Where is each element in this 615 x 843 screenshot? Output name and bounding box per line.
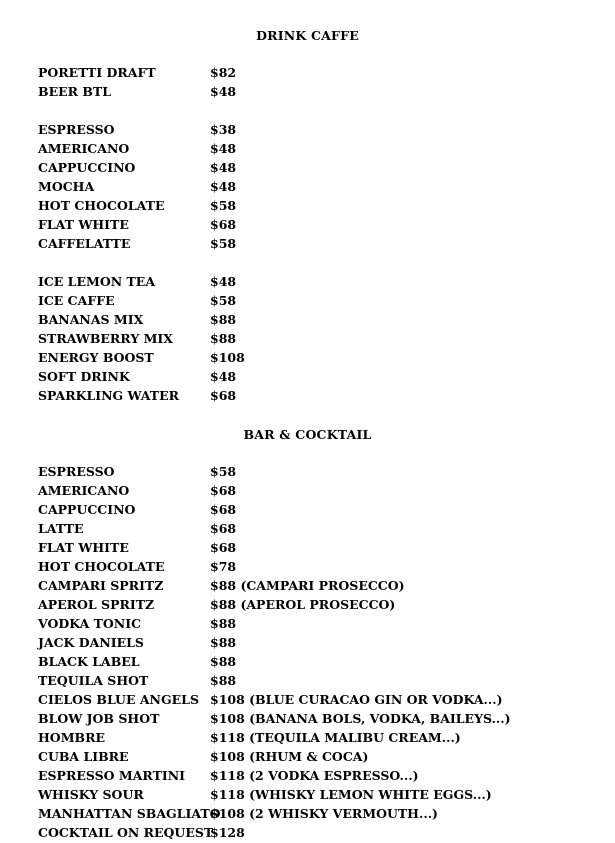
menu-item-price: $88 [210, 673, 237, 688]
menu-item [38, 709, 608, 728]
menu-item [38, 82, 608, 101]
menu-item-price: $48 [210, 160, 237, 175]
menu-group-coffee [38, 120, 608, 253]
menu-item-price: $68 [210, 217, 237, 232]
menu-item [38, 329, 608, 348]
menu-item [38, 120, 608, 139]
menu-item-name: HOT CHOCOLATE [38, 198, 165, 213]
menu-item [38, 272, 608, 291]
menu-item-name: CAMPARI SPRITZ [38, 578, 164, 593]
menu-item [38, 291, 608, 310]
menu-item-name: APEROL SPRITZ [38, 597, 155, 612]
menu-item [38, 462, 608, 481]
menu-item-price: $58 [210, 464, 237, 479]
menu-item [38, 500, 608, 519]
menu-item-name: FLAT WHITE [38, 540, 129, 555]
menu-item-name: FLAT WHITE [38, 217, 129, 232]
menu-item-name: ICE CAFFE [38, 293, 115, 308]
menu-item-price: $128 [210, 825, 245, 840]
menu-item-price: $108 (BLUE CURACAO GIN OR VODKA...) [210, 692, 503, 707]
menu-item-name: HOT CHOCOLATE [38, 559, 165, 574]
menu-item-name: BEER BTL [38, 84, 112, 99]
menu-item-name: MANHATTAN SBAGLIATO [38, 806, 221, 821]
menu-item-name: ENERGY BOOST [38, 350, 154, 365]
menu-item-name: VODKA TONIC [38, 616, 142, 631]
menu-item-name: PORETTI DRAFT [38, 65, 156, 80]
menu-item-name: CUBA LIBRE [38, 749, 129, 764]
menu-item [38, 367, 608, 386]
menu-item [38, 633, 608, 652]
menu-item-name: CAPPUCCINO [38, 160, 136, 175]
menu-item [38, 139, 608, 158]
menu-item [38, 234, 608, 253]
menu-item-price: $88 [210, 312, 237, 327]
menu-item-name: SPARKLING WATER [38, 388, 180, 403]
menu-item [38, 158, 608, 177]
menu-item-price: $118 (2 VODKA ESPRESSO...) [210, 768, 419, 783]
menu-item [38, 766, 608, 785]
menu-item-name: AMERICANO [38, 483, 130, 498]
menu-group-beer [38, 63, 608, 101]
menu-item-price: $48 [210, 84, 237, 99]
menu-item-price: $88 (APEROL PROSECCO) [210, 597, 396, 612]
menu-item-price: $58 [210, 236, 237, 251]
menu-item-price: $48 [210, 274, 237, 289]
menu-item-price: $108 (2 WHISKY VERMOUTH...) [210, 806, 438, 821]
menu-item-name: TEQUILA SHOT [38, 673, 149, 688]
menu-item-price: $68 [210, 540, 237, 555]
menu-item-name: ESPRESSO [38, 122, 115, 137]
menu-item-name: WHISKY SOUR [38, 787, 144, 802]
menu-group-bar-cocktail [38, 462, 608, 842]
menu-item-name: JACK DANIELS [38, 635, 144, 650]
menu-item [38, 823, 608, 842]
menu-item [38, 386, 608, 405]
menu-item-price: $88 [210, 654, 237, 669]
menu-item-price: $108 (RHUM & COCA) [210, 749, 369, 764]
menu-item [38, 63, 608, 82]
menu-item-name: CAPPUCCINO [38, 502, 136, 517]
menu-item-name: STRAWBERRY MIX [38, 331, 173, 346]
menu-item-name: HOMBRE [38, 730, 106, 745]
menu-item [38, 215, 608, 234]
menu-item [38, 785, 608, 804]
menu-item-price: $58 [210, 198, 237, 213]
menu-item-price: $118 (WHISKY LEMON WHITE EGGS...) [210, 787, 492, 802]
menu-group-cold-drinks [38, 272, 608, 405]
menu-item [38, 310, 608, 329]
menu-item [38, 177, 608, 196]
menu-item [38, 481, 608, 500]
menu-item-price: $108 [210, 350, 245, 365]
menu-item [38, 728, 608, 747]
menu-item-price: $58 [210, 293, 237, 308]
menu-item [38, 595, 608, 614]
menu-item-price: $68 [210, 521, 237, 536]
menu-item-price: $82 [210, 65, 237, 80]
section-title-bar-cocktail: BAR & COCKTAIL [243, 427, 372, 442]
menu-item [38, 652, 608, 671]
menu-item [38, 576, 608, 595]
menu-item [38, 747, 608, 766]
menu-item-price: $108 (BANANA BOLS, VODKA, BAILEYS...) [210, 711, 511, 726]
menu-item [38, 671, 608, 690]
menu-item-price: $48 [210, 179, 237, 194]
menu-item-name: ICE LEMON TEA [38, 274, 156, 289]
menu-item-name: SOFT DRINK [38, 369, 130, 384]
menu-item-name: BANANAS MIX [38, 312, 144, 327]
menu-item-name: CIELOS BLUE ANGELS [38, 692, 199, 707]
menu-item-name: ESPRESSO MARTINI [38, 768, 186, 783]
menu-item [38, 348, 608, 367]
menu-item [38, 804, 608, 823]
menu-item-name: MOCHA [38, 179, 95, 194]
menu-item-price: $88 [210, 635, 237, 650]
menu-item-price: $48 [210, 369, 237, 384]
menu-item-price: $88 [210, 616, 237, 631]
menu-item-price: $68 [210, 483, 237, 498]
menu-item-name: COCKTAIL ON REQUEST [38, 825, 214, 840]
menu-item-name: LATTE [38, 521, 84, 536]
menu-item-price: $118 (TEQUILA MALIBU CREAM...) [210, 730, 461, 745]
menu-item-name: ESPRESSO [38, 464, 115, 479]
menu-item [38, 196, 608, 215]
menu-item [38, 690, 608, 709]
menu-item-name: BLOW JOB SHOT [38, 711, 160, 726]
menu-item-price: $68 [210, 502, 237, 517]
menu-item-price: $78 [210, 559, 237, 574]
menu-item-price: $88 [210, 331, 237, 346]
menu-item-price: $48 [210, 141, 237, 156]
section-title-drink-caffe: DRINK CAFFE [256, 28, 359, 43]
menu-item [38, 557, 608, 576]
menu-item [38, 538, 608, 557]
menu-item [38, 519, 608, 538]
menu-item-price: $38 [210, 122, 237, 137]
menu-item-price: $68 [210, 388, 237, 403]
menu-item-name: CAFFELATTE [38, 236, 131, 251]
menu-item-price: $88 (CAMPARI PROSECCO) [210, 578, 405, 593]
menu-item [38, 614, 608, 633]
menu-item-name: AMERICANO [38, 141, 130, 156]
menu-item-name: BLACK LABEL [38, 654, 140, 669]
